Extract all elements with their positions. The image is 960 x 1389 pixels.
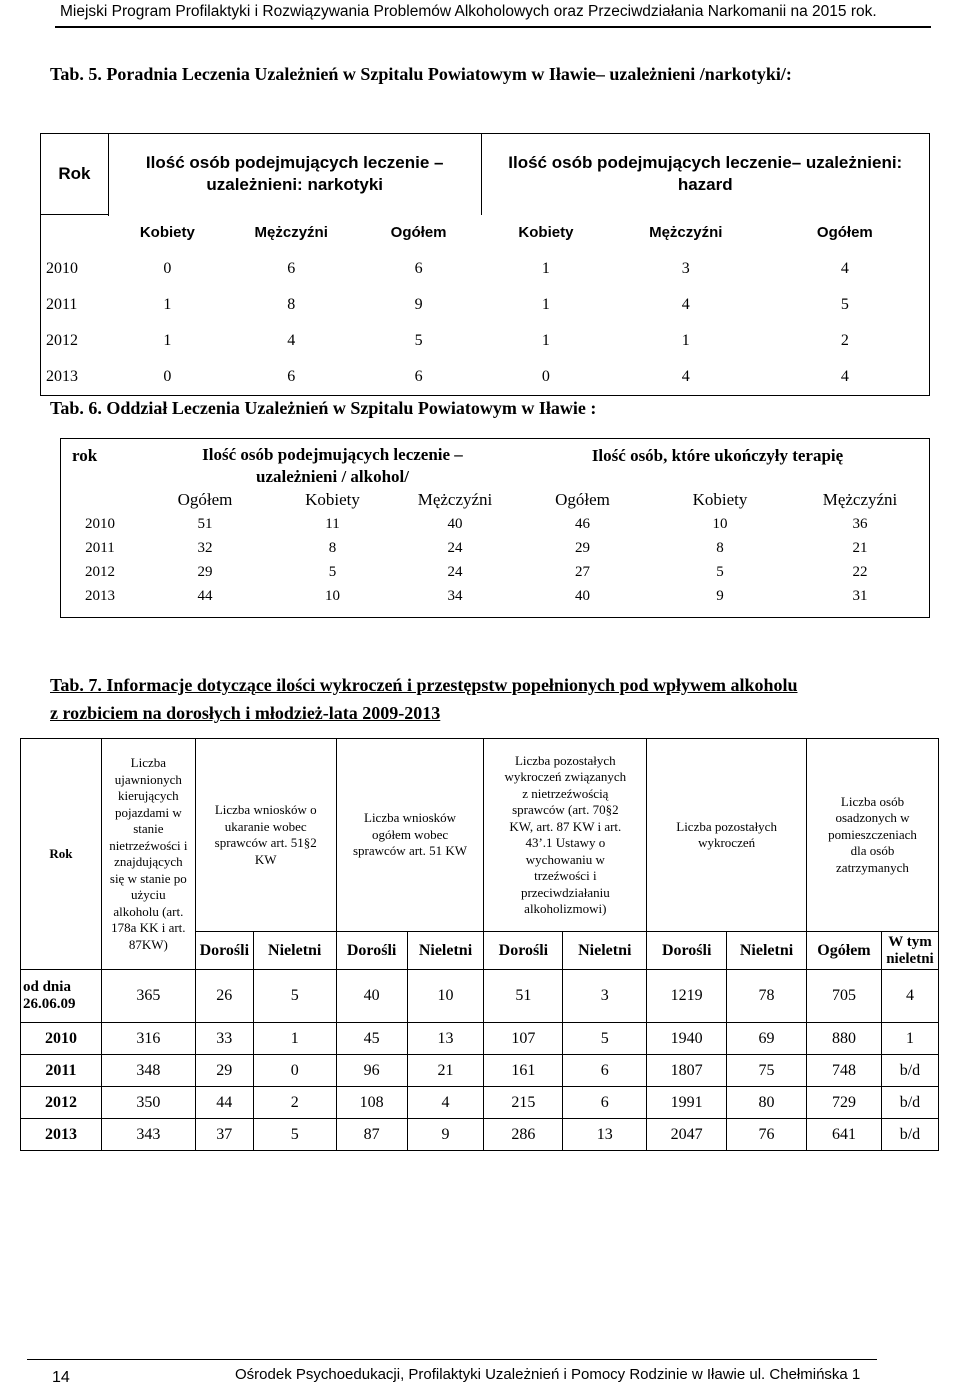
tab7-cell: 316 <box>101 1023 195 1055</box>
tab7-cell: 365 <box>101 970 195 1023</box>
tab7-row <box>21 1023 939 1055</box>
tab7-cell: 13 <box>563 1119 647 1151</box>
tab5-cell: 5 <box>414 332 423 349</box>
tab5-table <box>40 133 930 396</box>
tab6-cell: 11 <box>325 515 340 532</box>
tab7-cell: 37 <box>195 1119 253 1151</box>
tab7-row <box>21 1055 939 1087</box>
tab5-sub-5: Ogółem <box>761 215 930 252</box>
tab6-group2: Ilość osób, które ukończyły terapię <box>591 446 844 465</box>
tab7-caption-line2: z rozbiciem na dorosłych i młodzież-lata 2009-2013 <box>50 703 441 723</box>
tab5-cell: 2 <box>761 323 930 359</box>
tab7-cell: 51 <box>484 970 563 1023</box>
tab6-cell: 22 <box>852 563 868 580</box>
tab6-cell: 36 <box>852 515 868 532</box>
tab7-row <box>21 970 939 1023</box>
tab6-cell: 29 <box>575 539 590 556</box>
tab5-cell: 1 <box>541 332 550 349</box>
tab7-cell: b/d <box>881 1087 938 1119</box>
tab6-row <box>60 512 930 536</box>
page-header <box>0 0 960 28</box>
tab7-table <box>20 738 939 1151</box>
tab7-cell: 215 <box>484 1087 563 1119</box>
tab7-row <box>21 1087 939 1119</box>
tab7-sub-1: Nieletni <box>253 932 336 970</box>
tab7-cell: 2012 <box>21 1087 102 1119</box>
tab6-cell: 51 <box>197 515 213 532</box>
tab5-sub-spacer <box>41 215 109 252</box>
tab5-cell: 6 <box>356 359 481 396</box>
tab7-cell: od dnia 26.06.09 <box>21 970 102 1023</box>
tab7-h6: Liczba osób osadzonych w pomieszczeniach dla osób zatrzymanych <box>806 739 938 932</box>
tab7-sub-0: Dorośli <box>195 932 253 970</box>
tab7-cell: 78 <box>727 970 807 1023</box>
tab6-cell: 34 <box>447 587 463 604</box>
tab7-cell: 4 <box>407 1087 484 1119</box>
tab5-sub-1: Mężczyźni <box>254 224 328 242</box>
tab7-cell: 10 <box>407 970 484 1023</box>
tab6-cell: 21 <box>852 539 868 556</box>
tab6-sub-0: Ogółem <box>177 490 233 509</box>
tab6-cell: 40 <box>447 515 463 532</box>
tab7-cell: 0 <box>253 1055 336 1087</box>
tab7-cell: 350 <box>101 1087 195 1119</box>
tab5-cell: 4 <box>761 251 930 287</box>
tab5-cell: 0 <box>163 260 172 277</box>
tab5-sub-2: Ogółem <box>390 224 447 242</box>
tab7-h2: Liczba wniosków o ukaranie wobec sprawców art. 51§2 KW <box>195 739 336 932</box>
tab7-cell: 1991 <box>647 1087 727 1119</box>
tab5-cell: 6 <box>414 260 423 277</box>
tab7-row <box>21 1119 939 1151</box>
tab7-cell: 80 <box>727 1087 807 1119</box>
tab5-cell: 2013 <box>41 359 109 396</box>
tab7-cell: 2013 <box>21 1119 102 1151</box>
tab7-cell: 6 <box>563 1087 647 1119</box>
tab7-cell: 641 <box>806 1119 881 1151</box>
tab7-h1: Liczba ujawnionych kierujących pojazdami w stanie nietrzeźwości i znajdujących się w stanie po użyciu alkoholu (art. 178a KK i art. 87KW) <box>101 739 195 970</box>
tab7-cell: b/d <box>881 1119 938 1151</box>
header-rule <box>55 26 931 28</box>
tab7-sub-4: Dorośli <box>484 932 563 970</box>
tab5-sub-0: Kobiety <box>139 224 195 242</box>
tab7-cell: 705 <box>806 970 881 1023</box>
tab5-cell: 8 <box>287 296 296 313</box>
tab6-sub-5: Mężczyźni <box>822 490 898 509</box>
tab5-cell: 2011 <box>41 287 109 323</box>
tab5-cell: 4 <box>611 359 761 396</box>
tab6-cell: 27 <box>575 563 590 580</box>
tab6-row <box>60 584 930 608</box>
tab7-cell: 9 <box>407 1119 484 1151</box>
tab7-sub-3: Nieletni <box>407 932 484 970</box>
tab5-caption: Tab. 5. Poradnia Leczenia Uzależnień w Szpitalu Powiatowym w Iławie– uzależnieni /narkotyki/: <box>50 64 792 84</box>
tab6-group1: Ilość osób podejmujących leczenie – uzależnieni / alkohol/ <box>202 445 463 486</box>
tab7-h4: Liczba pozostałych wykroczeń związanych z nietrzeźwością sprawców (art. 70§2 KW, art. 87 KW i art. 43’.1 Ustawy o wychowaniu w trzeźwości i przeciwdziałaniu alkoholizmowi) <box>484 739 647 932</box>
tab5-cell: 9 <box>414 296 423 313</box>
tab7-cell: 26 <box>195 970 253 1023</box>
tab7-cell: 108 <box>336 1087 407 1119</box>
tab6-cell: 8 <box>328 539 337 556</box>
tab7-cell: 13 <box>407 1023 484 1055</box>
tab7-sub-7: Nieletni <box>727 932 807 970</box>
tab6-sub-3: Ogółem <box>555 490 610 509</box>
tab7-cell: 75 <box>727 1055 807 1087</box>
tab5-group2: Ilość osób podejmujących leczenie– uzależnieni: hazard <box>481 134 930 215</box>
tab7-cell: b/d <box>881 1055 938 1087</box>
footer-text: Ośrodek Psychoedukacji, Profilaktyki Uzależnień i Pomocy Rodzinie w Iławie ul. Chełmińska 1 <box>235 1366 861 1383</box>
header-text: Miejski Program Profilaktyki i Rozwiązywania Problemów Alkoholowych oraz Przeciwdziałania Narkomanii na 2015 rok. <box>60 3 877 20</box>
tab6-cell: 44 <box>197 587 213 604</box>
tab5-cell: 1 <box>541 260 550 277</box>
tab6-cell: 2010 <box>85 515 115 532</box>
tab5-cell: 1 <box>681 332 690 349</box>
tab5-sub-3: Kobiety <box>518 224 574 242</box>
tab7-cell: 5 <box>253 970 336 1023</box>
tab5-cell: 1 <box>163 296 172 313</box>
tab7-cell: 1940 <box>647 1023 727 1055</box>
tab7-cell: 96 <box>336 1055 407 1087</box>
tab6-row <box>60 536 930 560</box>
tab7-cell: 1 <box>253 1023 336 1055</box>
tab7-h5: Liczba pozostałych wykroczeń <box>647 739 807 932</box>
tab7-cell: 729 <box>806 1087 881 1119</box>
tab7-sub-9: W tym nieletni <box>881 932 938 970</box>
tab6-sub-4: Kobiety <box>692 490 748 509</box>
tab5-cell: 2012 <box>41 323 109 359</box>
tab7-cell: 45 <box>336 1023 407 1055</box>
tab5-sub-4: Mężczyźni <box>649 224 723 242</box>
tab7-cell: 1807 <box>647 1055 727 1087</box>
tab7-cell: 2010 <box>21 1023 102 1055</box>
tab7-cell: 286 <box>484 1119 563 1151</box>
tab5-group1: Ilość osób podejmujących leczenie – uzależnieni: narkotyki <box>108 134 481 215</box>
tab5-cell: 6 <box>226 359 356 396</box>
tab5-cell: 4 <box>761 359 930 396</box>
tab7-cell: 5 <box>563 1023 647 1055</box>
tab5-cell: 0 <box>481 359 611 396</box>
tab7-cell: 33 <box>195 1023 253 1055</box>
tab7-caption-line1: Tab. 7. Informacje dotyczące ilości wykroczeń i przestępstw popełnionych pod wpływem alkoholu <box>50 675 798 695</box>
tab7-cell: 76 <box>727 1119 807 1151</box>
page-number: 14 <box>52 1369 70 1386</box>
tab6-sub-2: Mężczyźni <box>417 490 493 509</box>
tab6-cell: 29 <box>197 563 213 580</box>
tab7-cell: 2011 <box>21 1055 102 1087</box>
tab7-cell: 44 <box>195 1087 253 1119</box>
tab7-cell: 4 <box>881 970 938 1023</box>
tab6-cell: 5 <box>328 563 337 580</box>
tab6-cell: 46 <box>575 515 590 532</box>
tab6-cell: 2013 <box>85 587 115 604</box>
tab5-cell: 3 <box>681 260 690 277</box>
tab6-cell: 5 <box>716 563 724 580</box>
tab5-cell: 6 <box>287 260 296 277</box>
tab7-cell: 3 <box>563 970 647 1023</box>
tab5-cell: 4 <box>681 296 690 313</box>
tab6-cell: 8 <box>716 539 724 556</box>
tab7-cell: 107 <box>484 1023 563 1055</box>
tab7-h3: Liczba wniosków ogółem wobec sprawców art. 51 KW <box>336 739 484 932</box>
tab5-cell: 1 <box>541 296 550 313</box>
tab6-row <box>60 560 930 584</box>
tab5-row <box>41 251 930 287</box>
tab7-cell: 348 <box>101 1055 195 1087</box>
tab6-cell: 24 <box>447 563 463 580</box>
tab7-cell: 40 <box>336 970 407 1023</box>
footer-rule <box>27 1359 877 1360</box>
tab7-cell: 87 <box>336 1119 407 1151</box>
tab6-cell: 31 <box>852 587 868 604</box>
tab7-cell: 2 <box>253 1087 336 1119</box>
tab6-cell: 32 <box>197 539 213 556</box>
tab7-cell: 2047 <box>647 1119 727 1151</box>
tab6-sub-spacer <box>60 488 140 512</box>
tab6-sub-1: Kobiety <box>305 490 360 509</box>
tab6-cell: 10 <box>712 515 728 532</box>
tab7-cell: 343 <box>101 1119 195 1151</box>
tab5-row <box>41 287 930 323</box>
tab7-cell: 161 <box>484 1055 563 1087</box>
tab7-cell: 5 <box>253 1119 336 1151</box>
tab6-cell: 10 <box>325 587 340 604</box>
tab7-cell: 1219 <box>647 970 727 1023</box>
tab6-cell: 9 <box>716 587 724 604</box>
tab6-cell: 2011 <box>85 539 115 556</box>
tab7-sub-6: Dorośli <box>647 932 727 970</box>
tab7-cell: 29 <box>195 1055 253 1087</box>
tab7-cell: 6 <box>563 1055 647 1087</box>
tab6-caption: Tab. 6. Oddział Leczenia Uzależnień w Szpitalu Powiatowym w Iławie : <box>50 398 597 418</box>
tab5-cell: 1 <box>163 332 172 349</box>
tab7-sub-2: Dorośli <box>336 932 407 970</box>
tab5-cell: 2010 <box>41 251 109 287</box>
tab7-cell: 21 <box>407 1055 484 1087</box>
tab7-cell: 1 <box>881 1023 938 1055</box>
tab5-row <box>41 359 930 396</box>
tab5-row <box>41 323 930 359</box>
tab7-col-rok: Rok <box>21 739 102 970</box>
tab7-cell: 880 <box>806 1023 881 1055</box>
tab7-sub-5: Nieletni <box>563 932 647 970</box>
tab6-cell: 40 <box>575 587 590 604</box>
tab5-cell: 0 <box>108 359 226 396</box>
tab6-cell: 2012 <box>85 563 115 580</box>
tab5-cell: 5 <box>761 287 930 323</box>
tab7-sub-8: Ogółem <box>806 932 881 970</box>
tab6-table <box>60 438 930 608</box>
tab7-cell: 69 <box>727 1023 807 1055</box>
tab7-cell: 748 <box>806 1055 881 1087</box>
tab5-col-rok: Rok <box>41 134 109 215</box>
tab5-cell: 4 <box>287 332 296 349</box>
tab6-col-rok: rok <box>72 446 98 465</box>
tab6-cell: 24 <box>447 539 463 556</box>
